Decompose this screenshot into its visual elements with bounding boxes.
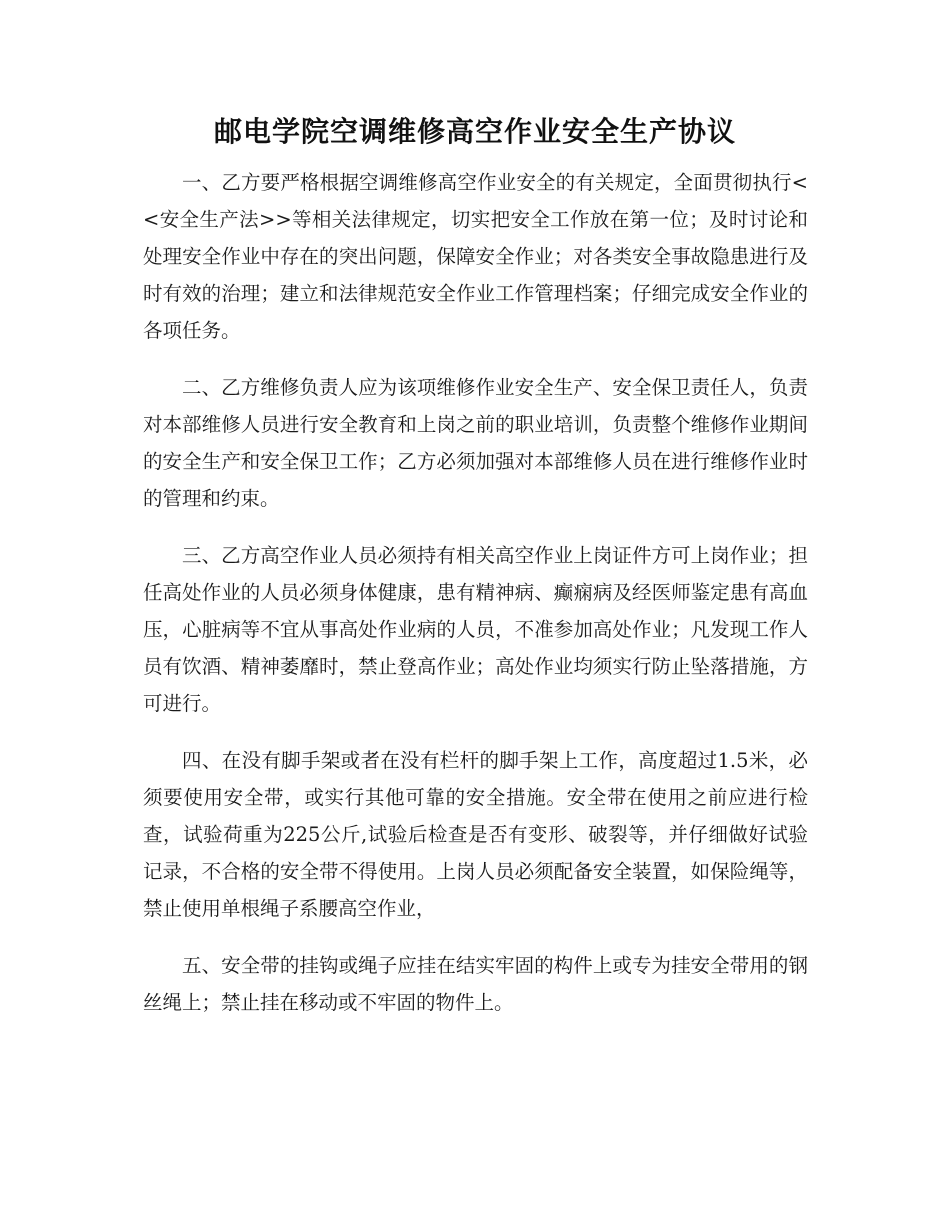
paragraph-5: 五、安全带的挂钩或绳子应挂在结实牢固的构件上或专为挂安全带用的钢丝绳上；禁止挂在移动或不牢固的物件上。 xyxy=(143,954,808,1014)
paragraph-4: 四、在没有脚手架或者在没有栏杆的脚手架上工作，高度超过1.5米，必须要使用安全带，或实行其他可靠的安全措施。安全带在使用之前应进行检查，试验荷重为225公斤,试验后检查是否有变形、破裂等，并仔细做好试验记录，不合格的安全带不得使用。上岗人员必须配备安全装置，如保险绳等，禁止使用单根绳子系腰高空作业， xyxy=(143,749,808,920)
paragraph-3: 三、乙方高空作业人员必须持有相关高空作业上岗证件方可上岗作业；担任高处作业的人员必须身体健康，患有精神病、癫痫病及经医师鉴定患有高血压，心脏病等不宜从事高处作业病的人员，不准参加高处作业；凡发现工作人员有饮酒、精神萎靡时，禁止登高作业；高处作业均须实行防止坠落措施，方可进行。 xyxy=(143,544,808,715)
paragraph-1: 一、乙方要严格根据空调维修高空作业安全的有关规定，全面贯彻执行<<安全生产法>>等相关法律规定，切实把安全工作放在第一位；及时讨论和处理安全作业中存在的突出问题，保障安全作业；对各类安全事故隐患进行及时有效的治理；建立和法律规范安全作业工作管理档案；仔细完成安全作业的各项任务。 xyxy=(143,171,808,342)
document-title: 邮电学院空调维修高空作业安全生产协议 xyxy=(213,115,736,148)
paragraph-2: 二、乙方维修负责人应为该项维修作业安全生产、安全保卫责任人，负责对本部维修人员进行安全教育和上岗之前的职业培训，负责整个维修作业期间的安全生产和安全保卫工作；乙方必须加强对本部维修人员在进行维修作业时的管理和约束。 xyxy=(143,376,808,510)
document-body xyxy=(143,164,808,1041)
